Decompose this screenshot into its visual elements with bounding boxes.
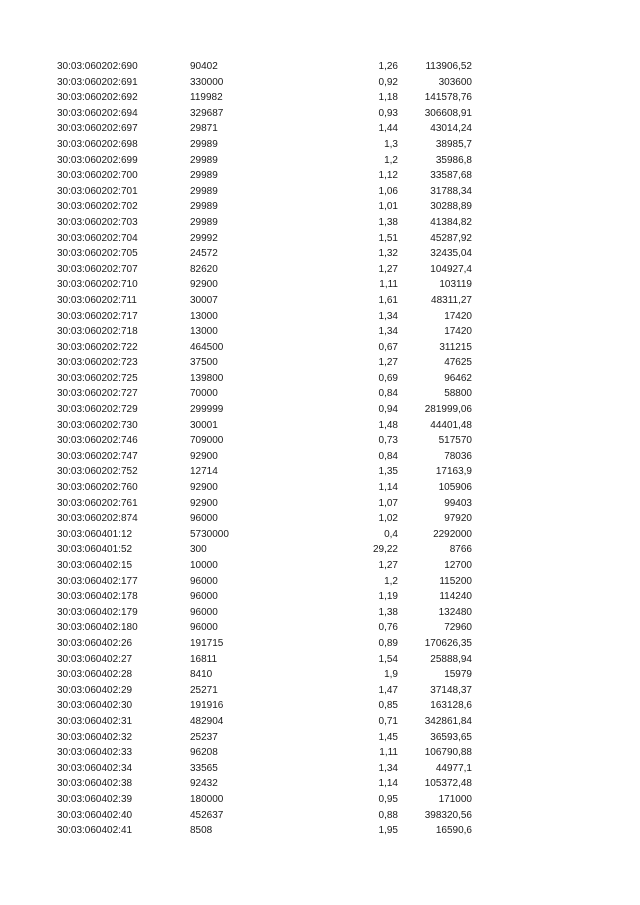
value-cell: 398320,56 [424,809,472,821]
table-row [0,576,640,592]
value-cell: 342861,84 [424,715,472,727]
value-cell: 58800 [444,388,472,400]
coefficient-cell: 0,89 [378,637,398,649]
quantity-cell: 191916 [190,700,224,712]
value-cell: 32435,04 [430,248,472,260]
cadastral-number-cell: 30:03:060202:701 [57,185,138,197]
value-cell: 25888,94 [430,653,472,665]
coefficient-cell: 1,38 [378,606,398,618]
cadastral-number-cell: 30:03:060202:707 [57,263,138,275]
value-cell: 17420 [444,310,472,322]
coefficient-cell: 1,61 [378,294,398,306]
coefficient-cell: 1,27 [378,560,398,571]
quantity-cell: 96000 [190,575,218,587]
quantity-cell: 29989 [190,185,218,197]
value-cell: 8766 [449,544,472,556]
cadastral-number-cell: 30:03:060202:699 [57,154,138,166]
cadastral-number-cell: 30:03:060402:31 [57,715,133,727]
cadastral-number-cell: 30:03:060202:752 [57,466,138,478]
coefficient-cell: 1,2 [384,154,398,166]
quantity-cell: 29989 [190,216,218,228]
cadastral-number-cell: 30:03:060202:747 [57,450,138,462]
quantity-cell: 464500 [190,341,224,353]
value-cell: 99403 [444,497,472,509]
value-cell: 104927,4 [430,263,472,275]
quantity-cell: 8410 [190,669,213,681]
quantity-cell: 13000 [190,326,218,338]
cadastral-number-cell: 30:03:060402:177 [57,575,138,587]
table-row [0,669,640,685]
value-cell: 163128,6 [430,700,472,712]
coefficient-cell: 1,02 [378,513,398,525]
table-row [0,466,640,482]
table-row [0,451,640,467]
table-row [0,513,640,529]
quantity-cell: 29989 [190,138,218,150]
value-cell: 47625 [444,357,472,369]
coefficient-cell: 0,95 [378,793,398,805]
quantity-cell: 29989 [190,170,218,182]
value-cell: 45287,92 [430,232,472,244]
table-row [0,716,640,732]
quantity-cell: 92900 [190,482,218,494]
cadastral-number-cell: 30:03:060402:30 [57,700,133,712]
table-row [0,139,640,155]
value-cell: 37148,37 [430,684,472,696]
cadastral-number-cell: 30:03:060202:760 [57,482,138,494]
coefficient-cell: 1,35 [378,466,398,478]
table-row [0,108,640,124]
cadastral-number-cell: 30:03:060202:705 [57,248,138,260]
quantity-cell: 90402 [190,61,218,72]
value-cell: 44977,1 [435,762,472,774]
table-row [0,794,640,810]
table-row [0,92,640,108]
table-row [0,295,640,311]
quantity-cell: 25271 [190,684,218,696]
table-row [0,638,640,654]
value-cell: 306608,91 [424,107,472,119]
coefficient-cell: 1,51 [378,232,398,244]
value-cell: 33587,68 [430,170,472,182]
coefficient-cell: 0,94 [378,404,398,416]
coefficient-cell: 0,69 [378,372,398,384]
value-cell: 106790,88 [424,747,472,759]
value-cell: 15979 [444,669,472,681]
quantity-cell: 452637 [190,809,224,821]
table-row [0,763,640,779]
table-row [0,685,640,701]
value-cell: 38985,7 [435,138,472,150]
table-row [0,373,640,389]
cadastral-number-cell: 30:03:060202:730 [57,419,138,431]
value-cell: 17420 [444,326,472,338]
coefficient-cell: 1,3 [384,138,398,150]
coefficient-cell: 1,11 [379,279,398,291]
table-row [0,388,640,404]
table-row [0,186,640,202]
cadastral-number-cell: 30:03:060202:725 [57,372,138,384]
cadastral-number-cell: 30:03:060402:178 [57,591,138,603]
table-row [0,61,640,77]
cadastral-number-cell: 30:03:060202:700 [57,170,138,182]
cadastral-number-cell: 30:03:060401:52 [57,544,133,556]
cadastral-number-cell: 30:03:060402:33 [57,747,133,759]
coefficient-cell: 1,34 [378,762,398,774]
table-row [0,201,640,217]
cadastral-number-cell: 30:03:060202:722 [57,341,138,353]
table-row [0,778,640,794]
value-cell: 132480 [438,606,472,618]
cadastral-number-cell: 30:03:060202:761 [57,497,138,509]
coefficient-cell: 0,84 [378,450,398,462]
coefficient-cell: 1,48 [378,419,398,431]
coefficient-cell: 0,73 [378,435,398,447]
coefficient-cell: 1,38 [378,216,398,228]
cadastral-number-cell: 30:03:060202:729 [57,404,138,416]
value-cell: 72960 [444,622,472,634]
value-cell: 311215 [439,341,472,353]
quantity-cell: 191715 [190,637,224,649]
value-cell: 16590,6 [435,825,472,837]
quantity-cell: 82620 [190,263,218,275]
table-row [0,732,640,748]
quantity-cell: 70000 [190,388,218,400]
cadastral-number-cell: 30:03:060202:727 [57,388,138,400]
table-row [0,326,640,342]
coefficient-cell: 1,11 [379,747,398,759]
coefficient-cell: 0,88 [378,809,398,821]
quantity-cell: 180000 [190,793,224,805]
table-row [0,591,640,607]
quantity-cell: 139800 [190,372,224,384]
table-row [0,810,640,826]
quantity-cell: 8508 [190,825,213,837]
table-row [0,498,640,514]
quantity-cell: 299999 [190,404,224,416]
coefficient-cell: 0,71 [378,715,398,727]
value-cell: 31788,34 [430,185,472,197]
coefficient-cell: 1,54 [378,653,398,665]
value-cell: 281999,06 [424,404,472,416]
quantity-cell: 92900 [190,497,218,509]
value-cell: 35986,8 [435,154,472,166]
value-cell: 2292000 [433,528,472,540]
quantity-cell: 30001 [190,419,218,431]
value-cell: 105372,48 [424,778,472,790]
table-row [0,233,640,249]
table-row [0,264,640,280]
value-cell: 41384,82 [430,216,472,228]
quantity-cell: 25237 [190,731,218,743]
value-cell: 78036 [444,450,472,462]
value-cell: 96462 [444,372,472,384]
table-row [0,217,640,233]
coefficient-cell: 1,34 [378,310,398,322]
value-cell: 171000 [438,793,472,805]
cadastral-number-cell: 30:03:060202:874 [57,513,138,525]
cadastral-number-cell: 30:03:060202:723 [57,357,138,369]
coefficient-cell: 0,85 [378,700,398,712]
cadastral-number-cell: 30:03:060202:690 [57,61,138,72]
quantity-cell: 37500 [190,357,218,369]
cadastral-number-cell: 30:03:060402:28 [57,669,133,681]
table-row [0,248,640,264]
value-cell: 12700 [444,560,472,571]
quantity-cell: 29989 [190,154,218,166]
quantity-cell: 96000 [190,513,218,525]
cadastral-number-cell: 30:03:060402:180 [57,622,138,634]
quantity-cell: 709000 [190,435,224,447]
cadastral-number-cell: 30:03:060202:710 [57,279,138,291]
quantity-cell: 16811 [190,653,218,665]
cadastral-number-cell: 30:03:060402:41 [57,825,133,837]
coefficient-cell: 0,92 [378,76,398,88]
table-row [0,357,640,373]
cadastral-number-cell: 30:03:060202:697 [57,123,138,135]
coefficient-cell: 1,01 [378,201,398,213]
coefficient-cell: 1,12 [378,170,398,182]
cadastral-number-cell: 30:03:060202:703 [57,216,138,228]
table-row [0,529,640,545]
value-cell: 97920 [444,513,472,525]
cadastral-number-cell: 30:03:060402:39 [57,793,133,805]
cadastral-number-cell: 30:03:060402:27 [57,653,133,665]
table-row [0,560,640,576]
cadastral-number-cell: 30:03:060202:711 [57,294,137,306]
table-row [0,544,640,560]
cadastral-number-cell: 30:03:060202:704 [57,232,138,244]
cadastral-number-cell: 30:03:060402:40 [57,809,133,821]
coefficient-cell: 0,76 [378,622,398,634]
value-cell: 36593,65 [430,731,472,743]
cadastral-number-cell: 30:03:060202:692 [57,92,138,104]
coefficient-cell: 1,14 [378,778,398,790]
coefficient-cell: 0,67 [378,341,398,353]
table-row [0,155,640,171]
table-row [0,622,640,638]
coefficient-cell: 29,22 [372,544,398,556]
value-cell: 43014,24 [430,123,472,135]
quantity-cell: 29871 [190,123,218,135]
value-cell: 141578,76 [424,92,472,104]
cadastral-number-cell: 30:03:060202:702 [57,201,138,213]
quantity-cell: 96208 [190,747,218,759]
table-row [0,607,640,623]
quantity-cell: 329687 [190,107,224,119]
value-cell: 170626,35 [424,637,472,649]
value-cell: 105906 [438,482,472,494]
quantity-cell: 24572 [190,248,218,260]
value-cell: 103119 [439,279,472,291]
table-row [0,825,640,841]
value-cell: 114240 [439,591,472,603]
quantity-cell: 30007 [190,294,218,306]
quantity-cell: 10000 [190,560,218,571]
coefficient-cell: 1,34 [378,326,398,338]
coefficient-cell: 1,19 [378,591,398,603]
quantity-cell: 33565 [190,762,218,774]
table-row [0,170,640,186]
coefficient-cell: 0,84 [378,388,398,400]
table-row [0,482,640,498]
cadastral-number-cell: 30:03:060202:698 [57,138,138,150]
cadastral-number-cell: 30:03:060202:717 [57,310,138,322]
quantity-cell: 92900 [190,450,218,462]
value-cell: 115200 [439,575,472,587]
table-row [0,700,640,716]
quantity-cell: 29989 [190,201,218,213]
coefficient-cell: 1,07 [378,497,398,509]
cadastral-number-cell: 30:03:060402:15 [57,560,133,571]
coefficient-cell: 1,27 [378,357,398,369]
value-cell: 44401,48 [430,419,472,431]
coefficient-cell: 1,45 [378,731,398,743]
cadastral-number-cell: 30:03:060402:38 [57,778,133,790]
quantity-cell: 13000 [190,310,218,322]
cadastral-number-cell: 30:03:060202:694 [57,107,138,119]
cadastral-number-cell: 30:03:060202:691 [57,76,138,88]
cadastral-number-cell: 30:03:060402:26 [57,637,133,649]
quantity-cell: 92432 [190,778,218,790]
coefficient-cell: 0,4 [384,528,398,540]
value-cell: 517570 [438,435,472,447]
table-row [0,311,640,327]
coefficient-cell: 1,32 [378,248,398,260]
cadastral-number-cell: 30:03:060402:34 [57,762,133,774]
coefficient-cell: 1,9 [384,669,398,681]
quantity-cell: 96000 [190,606,218,618]
cadastral-number-cell: 30:03:060402:29 [57,684,133,696]
quantity-cell: 29992 [190,232,218,244]
coefficient-cell: 0,93 [378,107,398,119]
coefficient-cell: 1,18 [378,92,398,104]
coefficient-cell: 1,47 [378,684,398,696]
coefficient-cell: 1,27 [378,263,398,275]
coefficient-cell: 1,14 [378,482,398,494]
table-row [0,747,640,763]
coefficient-cell: 1,26 [378,61,398,72]
table-row [0,404,640,420]
value-cell: 17163,9 [435,466,472,478]
cadastral-number-cell: 30:03:060402:32 [57,731,133,743]
value-cell: 48311,27 [431,294,472,306]
quantity-cell: 300 [190,544,207,556]
coefficient-cell: 1,95 [378,825,398,837]
quantity-cell: 5730000 [190,528,229,540]
data-table [0,61,640,841]
cadastral-number-cell: 30:03:060202:746 [57,435,138,447]
quantity-cell: 12714 [190,466,218,478]
table-row [0,654,640,670]
cadastral-number-cell: 30:03:060402:179 [57,606,138,618]
coefficient-cell: 1,2 [384,575,398,587]
quantity-cell: 92900 [190,279,218,291]
table-row [0,123,640,139]
coefficient-cell: 1,44 [378,123,398,135]
table-row [0,342,640,358]
table-row [0,420,640,436]
value-cell: 113906,52 [425,61,472,72]
quantity-cell: 330000 [190,76,224,88]
table-row [0,77,640,93]
coefficient-cell: 1,06 [378,185,398,197]
cadastral-number-cell: 30:03:060202:718 [57,326,138,338]
value-cell: 30288,89 [430,201,472,213]
quantity-cell: 119982 [190,92,223,104]
quantity-cell: 482904 [190,715,224,727]
table-row [0,279,640,295]
quantity-cell: 96000 [190,622,218,634]
table-row [0,435,640,451]
cadastral-number-cell: 30:03:060401:12 [57,528,133,540]
value-cell: 303600 [438,76,472,88]
quantity-cell: 96000 [190,591,218,603]
